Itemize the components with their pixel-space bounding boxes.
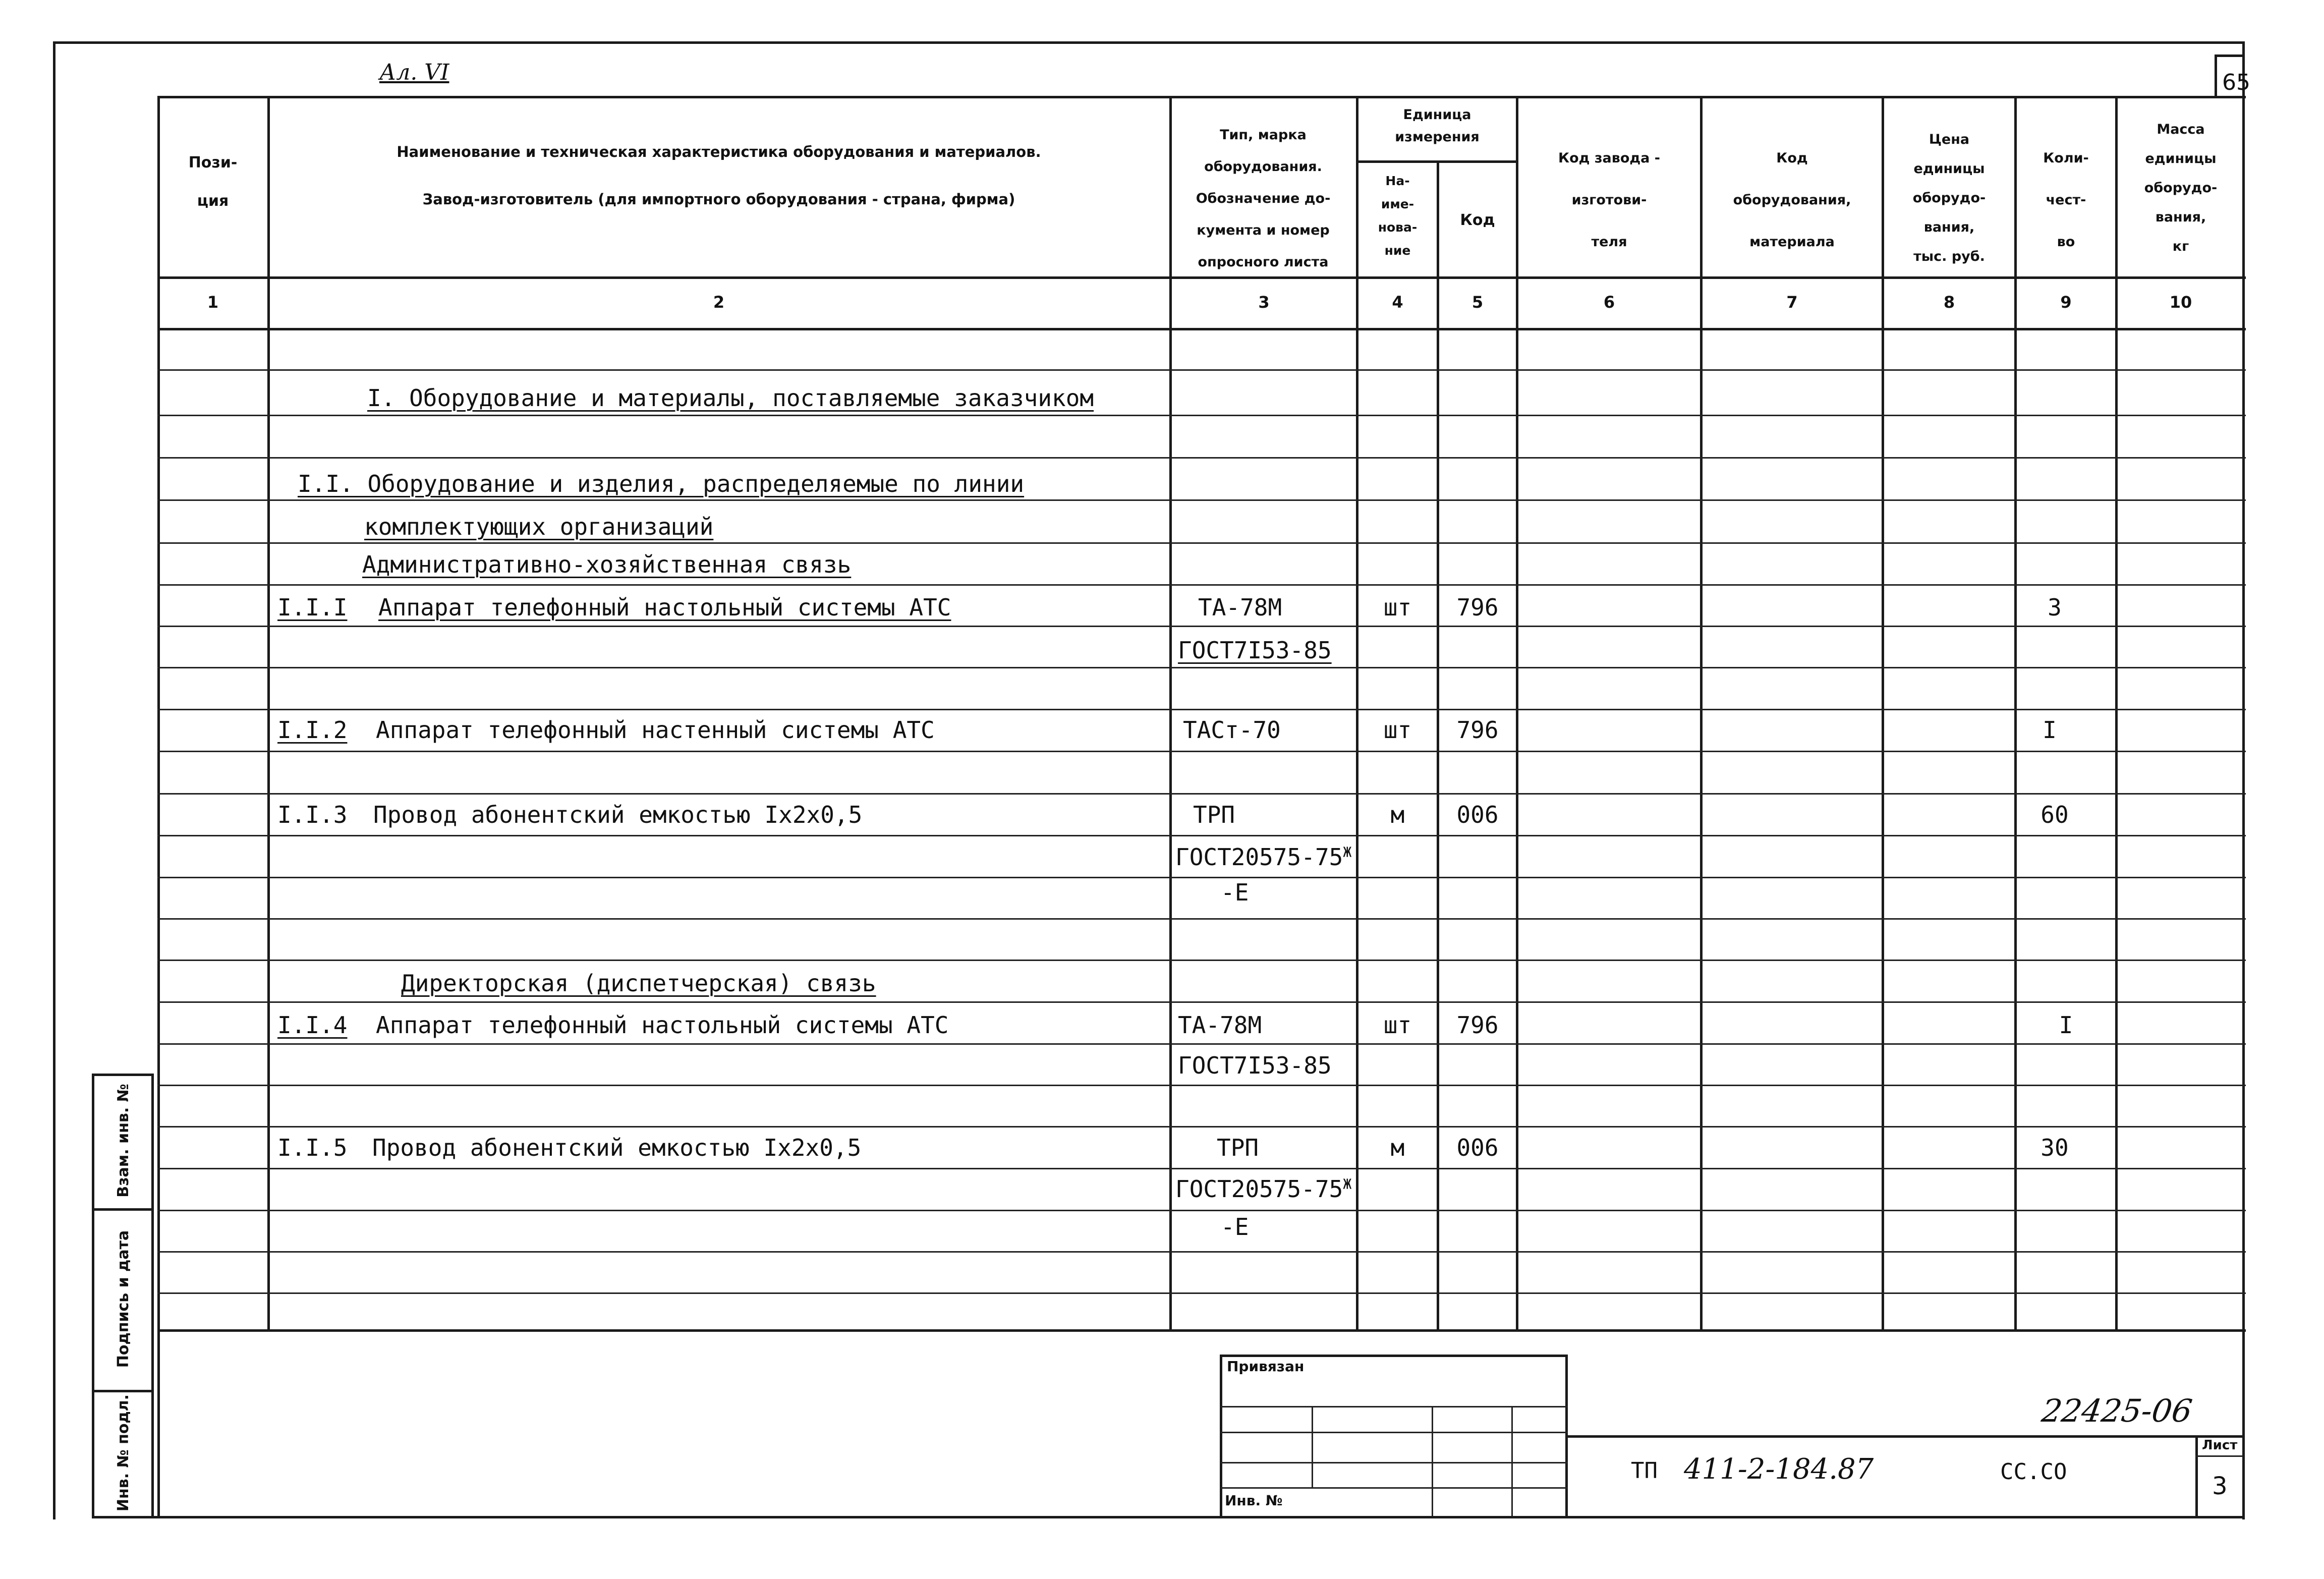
item-doc-text: ГОСТ20575-75 [1175, 843, 1343, 871]
header-quantity: Коли- чест- во [2043, 150, 2089, 250]
col-number-5: 5 [1471, 293, 1484, 312]
item-code: 796 [1456, 1011, 1499, 1039]
header-unit: Единица измерения [1395, 107, 1480, 145]
subsection-title-line1 [298, 470, 1024, 497]
header-mass: Масса единицы оборудо- вания, кг [2144, 122, 2218, 254]
header-type: Тип, марка оборудования. Обозначение до- кумента и номер опросного листа [1196, 127, 1331, 270]
header-name-line1: Наименование и техническая характеристика оборудования и материалов. [396, 143, 1041, 160]
side-label-original-inv: Инв. № подл. [115, 1394, 132, 1512]
section-title: I. Оборудование и материалы, поставляемые заказчиком [367, 384, 1094, 412]
item-unit: шт [1383, 594, 1412, 621]
group-admin-title: Административно-хозяйственная связь [362, 551, 852, 578]
item-doc [1175, 843, 1351, 871]
item-position: I.I.4 [277, 1011, 348, 1039]
header-price: Цена единицы оборудо- вания, тыс. руб. [1912, 132, 1986, 264]
item-doc-sup: Ж [1343, 843, 1352, 861]
col-number-8: 8 [1943, 293, 1955, 312]
item-type: ТРП [1217, 1134, 1259, 1161]
col-number-3: 3 [1258, 293, 1270, 312]
item-name: Провод абонентский емкостью Iх2х0,5 [372, 1134, 862, 1161]
header-equipment-code: Код оборудования, материала [1733, 150, 1851, 250]
header-unit-name: На- име- нова- ние [1378, 174, 1418, 258]
col-number-6: 6 [1603, 293, 1615, 312]
side-label-signature-date: Подпись и дата [115, 1230, 132, 1368]
item-doc-suffix: -Е [1221, 1213, 1249, 1240]
item-quantity: 30 [2040, 1134, 2069, 1161]
item-name: Аппарат телефонный настольный системы АТС [378, 594, 951, 621]
item-position: I.I.I [277, 594, 348, 621]
subsection-title-line2: комплектующих организаций [364, 513, 714, 540]
item-code: 796 [1456, 716, 1499, 744]
col-number-7: 7 [1786, 293, 1798, 312]
item-quantity: 60 [2040, 801, 2069, 828]
subsection-title-text: I.I. Оборудование и изделия, распределяемые по линии [298, 470, 1025, 497]
item-type: ТРП [1193, 801, 1235, 828]
item-position: I.I.5 [277, 1134, 348, 1161]
col-number-2: 2 [713, 293, 725, 312]
item-doc: ГОСТ7I53-85 [1178, 1052, 1332, 1079]
header-name-line2: Завод-изготовитель (для импортного оборудования - страна, фирма) [422, 191, 1015, 208]
col-number-10: 10 [2169, 293, 2192, 312]
item-doc-suffix: -Е [1221, 879, 1249, 906]
item-quantity: I [2059, 1011, 2073, 1039]
item-code: 796 [1456, 594, 1499, 621]
item-code: 006 [1456, 1134, 1499, 1161]
header-factory-code: Код завода - изготови- теля [1558, 150, 1660, 250]
item-doc [1175, 1175, 1351, 1203]
item-name: Провод абонентский емкостью Iх2х0,5 [373, 801, 863, 828]
item-type: ТАСт-70 [1183, 716, 1281, 744]
side-label-replace-inv: Взам. инв. № [115, 1084, 132, 1198]
sheet-number: 3 [2212, 1472, 2228, 1500]
album-mark: Ал. VI [379, 60, 449, 85]
col-number-9: 9 [2060, 293, 2072, 312]
tp-prefix: ТП [1631, 1458, 1658, 1484]
header-unit-code: Код [1460, 211, 1495, 229]
group-director-title: Директорская (диспетчерская) связь [401, 970, 876, 997]
item-doc-sup: Ж [1343, 1175, 1352, 1193]
item-quantity: I [2043, 716, 2057, 744]
item-position: I.I.2 [277, 716, 348, 744]
header-position: Пози- ция [188, 154, 238, 210]
item-name: Аппарат телефонный настенный системы АТС [376, 716, 935, 744]
item-position: I.I.3 [277, 801, 348, 828]
sheet-label: Лист [2202, 1438, 2238, 1453]
privyazan-label: Привязан [1227, 1358, 1305, 1375]
item-unit: шт [1383, 1011, 1412, 1039]
inv-number-label: Инв. № [1225, 1492, 1283, 1509]
col-number-1: 1 [207, 293, 219, 312]
document-number: 22425-06 [2039, 1392, 2195, 1429]
item-type: ТА-78М [1178, 1011, 1262, 1039]
item-name: Аппарат телефонный настольный системы АТС [376, 1011, 949, 1039]
item-type: ТА-78М [1198, 594, 1282, 621]
item-unit: м [1390, 1134, 1405, 1161]
page-corner-number: 65 [2222, 70, 2250, 95]
item-unit: м [1390, 801, 1405, 828]
item-code: 006 [1456, 801, 1499, 828]
item-unit: шт [1383, 716, 1412, 744]
item-doc: ГОСТ7I53-85 [1178, 637, 1332, 664]
item-quantity: 3 [2048, 594, 2062, 621]
col-number-4: 4 [1392, 293, 1403, 312]
tp-number: 411-2-184.87 [1684, 1453, 1874, 1486]
item-doc-text: ГОСТ20575-75 [1175, 1175, 1343, 1203]
document-mark: СС.СО [2000, 1459, 2067, 1485]
